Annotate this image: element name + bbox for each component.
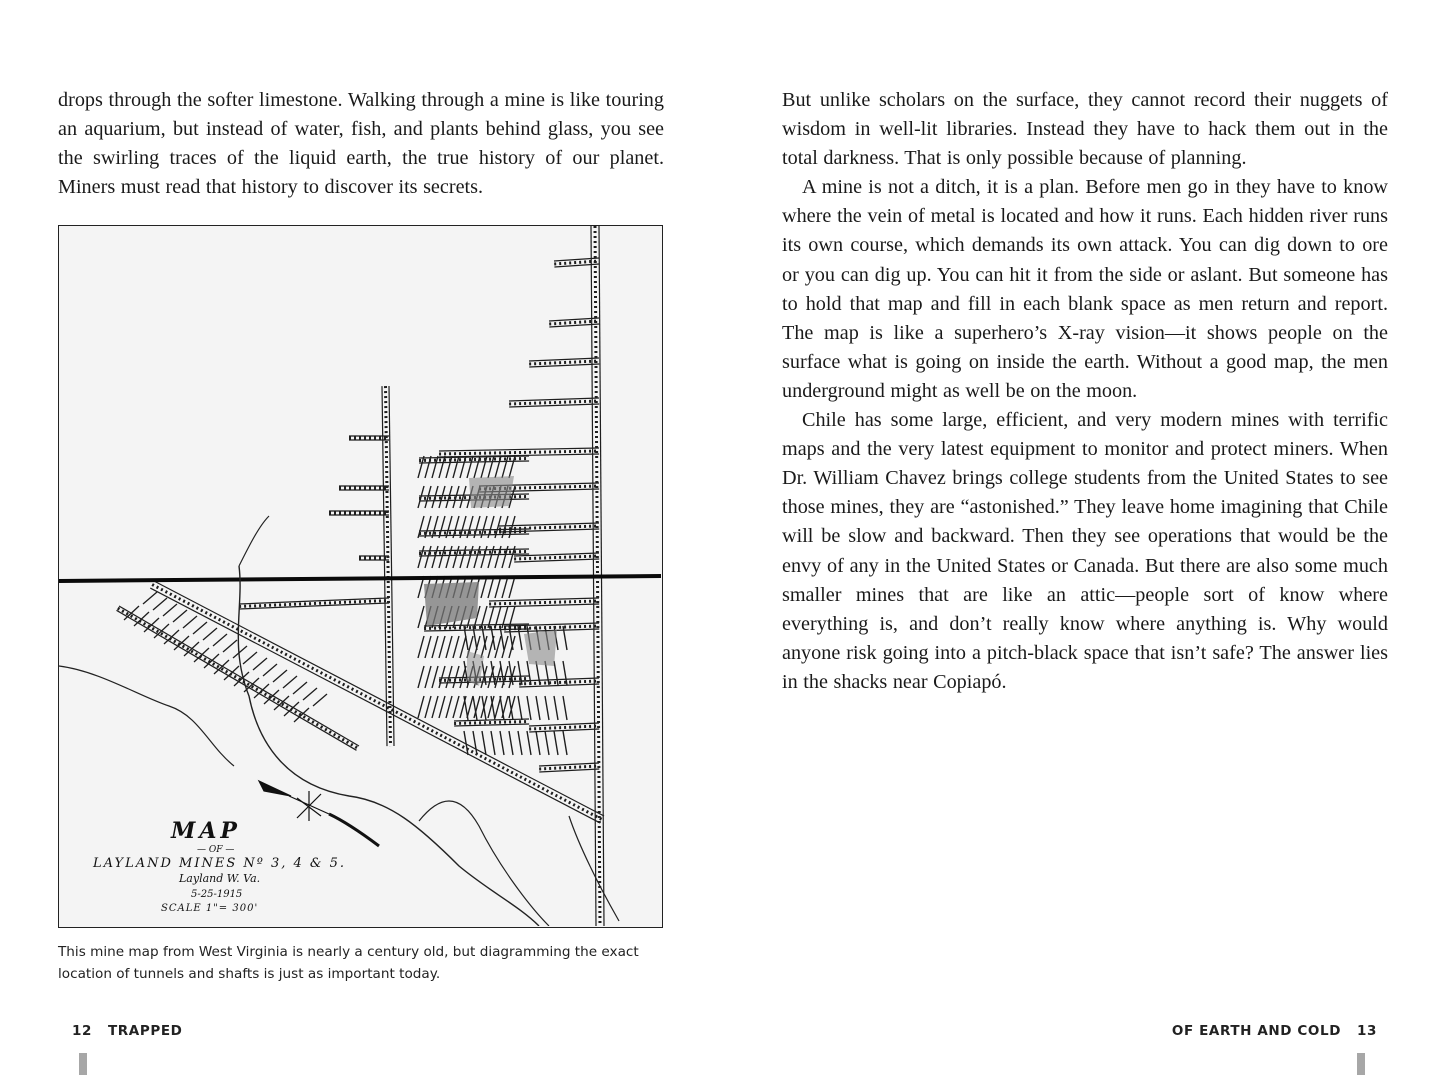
map-stream: [569, 816, 619, 921]
map-tunnel: [509, 404, 599, 407]
map-stream: [419, 801, 549, 926]
map-of: — OF —: [197, 845, 235, 855]
map-tunnel: [554, 261, 599, 264]
map-tunnel: [439, 451, 599, 454]
left-page: [0, 0, 722, 1075]
map-tunnel: [453, 486, 459, 508]
map-tunnel: [460, 636, 466, 658]
map-tunnel: [425, 636, 431, 658]
map-tunnel: [545, 731, 549, 755]
map-tunnel: [518, 696, 522, 720]
map-tunnel: [509, 731, 513, 755]
map-tunnel: [439, 666, 445, 688]
map-tunnel: [418, 666, 424, 688]
map-date: 5-25-1915: [191, 889, 243, 900]
map-tunnel: [519, 678, 599, 681]
map-tunnel: [514, 556, 599, 559]
map-stream: [239, 516, 269, 566]
map-tunnel: [529, 361, 599, 364]
map-tunnel: [439, 636, 445, 658]
map-tunnel: [183, 616, 197, 628]
map-tunnel: [243, 652, 257, 664]
map-tunnel: [263, 664, 277, 676]
map-tunnel: [467, 696, 473, 718]
right-thumb-tab: [1357, 1053, 1365, 1075]
map-title: MAP: [171, 818, 241, 844]
map-tunnel: [467, 546, 473, 568]
map-place: Layland W. Va.: [179, 872, 261, 885]
map-tunnel: [432, 636, 438, 658]
map-tunnel: [554, 696, 558, 720]
map-tunnel: [495, 636, 501, 658]
map-tunnel: [419, 549, 529, 551]
map-tunnel: [418, 696, 424, 718]
map-tunnel: [545, 696, 549, 720]
map-tunnel: [473, 731, 477, 755]
map-seam-line: [59, 576, 661, 581]
left-paragraph-1: drops through the softer limestone. Walking through a mine is like touring an aquarium, but instead of water, fish, and plants behind glass, you see the swirling traces of the liquid earth, the true history of our planet. Miners must read that history to discover its secrets.: [58, 89, 664, 199]
map-tunnel: [491, 731, 495, 755]
left-thumb-tab: [79, 1053, 87, 1075]
map-tunnel: [563, 731, 567, 755]
map-tunnel: [213, 634, 227, 646]
map-tunnel: [439, 696, 445, 718]
map-tunnel: [418, 546, 424, 568]
map-shaded-area: [469, 476, 514, 508]
right-running-head: OF EARTH AND COLD: [1171, 1023, 1341, 1039]
map-tunnel: [418, 636, 424, 658]
map-tunnel: [163, 604, 177, 616]
map-tunnel: [489, 601, 599, 604]
map-tunnel: [539, 769, 599, 772]
map-tunnel: [152, 585, 602, 820]
map-tunnel: [439, 516, 445, 538]
map-tunnel: [454, 719, 529, 721]
map-tunnel: [239, 598, 389, 604]
map-tunnel: [143, 592, 157, 604]
map-tunnel: [454, 721, 529, 723]
map-tunnel: [446, 636, 452, 658]
map-tunnel: [116, 610, 356, 750]
map-tunnel: [418, 486, 424, 508]
map-tunnel: [446, 486, 452, 508]
map-tunnel: [499, 523, 599, 526]
map-tunnel: [554, 258, 599, 261]
right-paragraph-2: A mine is not a ditch, it is a plan. Before men go in they have to know where the vein of metal is located and how it runs. Each hidden river runs its own course, which demands its own attack. You can dig down to ore or you can dig up. You can hit it from the side or aslant. But someone has to hold that map and fill in each blank space as men return and report. The map is like a superhero’s X-ray vision—it shows people on the surface what is going on inside the earth. Without a good map, the men underground might as well be on the moon.: [782, 176, 1388, 402]
map-tunnel: [223, 640, 237, 652]
right-page: [722, 0, 1445, 1075]
left-page-body: [58, 86, 664, 202]
map-tunnel: [518, 731, 522, 755]
map-tunnel: [432, 546, 438, 568]
mine-map-figure: [58, 225, 663, 928]
map-tunnel: [144, 618, 159, 632]
map-tunnel: [499, 526, 599, 529]
map-tunnel: [446, 516, 452, 538]
map-tunnel: [500, 731, 504, 755]
map-tunnel: [273, 670, 287, 682]
map-tunnel: [453, 546, 459, 568]
mine-map-drawing: [59, 226, 661, 926]
map-tunnel: [425, 696, 431, 718]
map-tunnel: [313, 694, 327, 706]
map-shaded-area: [524, 630, 557, 666]
left-running-head: TRAPPED: [108, 1023, 183, 1039]
map-tunnel: [439, 681, 529, 683]
map-tunnel: [432, 486, 438, 508]
map-tunnel: [481, 456, 487, 478]
map-tunnel: [489, 598, 599, 601]
map-tunnel: [554, 731, 558, 755]
map-tunnel: [418, 606, 424, 628]
map-tunnel: [446, 546, 452, 568]
right-page-body: [782, 86, 1388, 697]
map-tunnel: [425, 666, 431, 688]
left-page-number: 12: [72, 1023, 92, 1039]
map-tunnel: [150, 588, 600, 823]
map-shaded-area: [424, 582, 479, 626]
map-tunnel: [432, 696, 438, 718]
map-tunnel: [432, 666, 438, 688]
map-stream: [59, 666, 234, 766]
figure-caption: This mine map from West Virginia is nearly a century old, but diagramming the exact location of tunnels and shafts is just as important today.: [58, 944, 639, 982]
map-tunnel: [293, 682, 307, 694]
map-shaded-area: [467, 651, 484, 686]
left-folio: [56, 1023, 182, 1039]
map-tunnel: [529, 723, 599, 726]
map-tunnel: [514, 559, 599, 562]
right-folio: [1172, 1023, 1393, 1039]
map-tunnel: [509, 401, 599, 404]
map-tunnel: [446, 456, 452, 478]
map-tunnel: [233, 646, 247, 658]
map-tunnel: [482, 731, 486, 755]
map-tunnel: [173, 610, 187, 622]
map-tunnel: [419, 458, 529, 460]
map-tunnel: [509, 576, 515, 598]
map-tunnel: [527, 731, 531, 755]
map-tunnel: [529, 726, 599, 729]
right-paragraph-3: Chile has some large, efficient, and very modern mines with terrific maps and the very latest equipment to monitor and protect miners. When Dr. William Chavez brings college students from the United States to see those mines, they are “astonished.” They leave home imagining that Chile will be slow and backward. Then they see operations that would be the envy of any in the United States or Canada. But there are also some much smaller mines that are like an attic—people sort of know where everything is, and don’t really know where anything is. Why would anyone risk going into a pitch-black space that isn’t safe? The answer lies in the shacks near Copiapó.: [782, 409, 1388, 693]
map-tunnel: [453, 636, 459, 658]
map-tunnel: [425, 546, 431, 568]
right-page-number: 13: [1357, 1023, 1377, 1039]
map-name: LAYLAND MINES Nº 3, 4 & 5.: [93, 856, 347, 871]
map-tunnel: [446, 666, 452, 688]
map-tunnel: [283, 676, 297, 688]
map-tunnel: [563, 696, 567, 720]
map-tunnel: [539, 766, 599, 769]
map-tunnel: [193, 622, 207, 634]
map-tunnel: [439, 546, 445, 568]
map-scale: SCALE 1"= 300': [161, 903, 259, 914]
map-tunnel: [253, 658, 267, 670]
map-tunnel: [464, 696, 468, 720]
right-paragraph-1: But unlike scholars on the surface, they cannot record their nuggets of wisdom in well-lit libraries. Instead they have to hack them out in the total darkness. That is only possible because of planning.: [782, 89, 1388, 170]
map-tunnel: [474, 546, 480, 568]
compass-rose-icon: [259, 781, 379, 846]
map-tunnel: [203, 628, 217, 640]
map-tunnel: [527, 696, 531, 720]
map-tunnel: [446, 696, 452, 718]
map-tunnel: [153, 598, 167, 610]
map-tunnel: [460, 546, 466, 568]
map-tunnel: [453, 696, 459, 718]
map-tunnel: [303, 688, 317, 700]
map-tunnel: [536, 731, 540, 755]
map-tunnel: [529, 358, 599, 361]
map-tunnel: [536, 696, 540, 720]
map-tunnel: [419, 529, 529, 531]
